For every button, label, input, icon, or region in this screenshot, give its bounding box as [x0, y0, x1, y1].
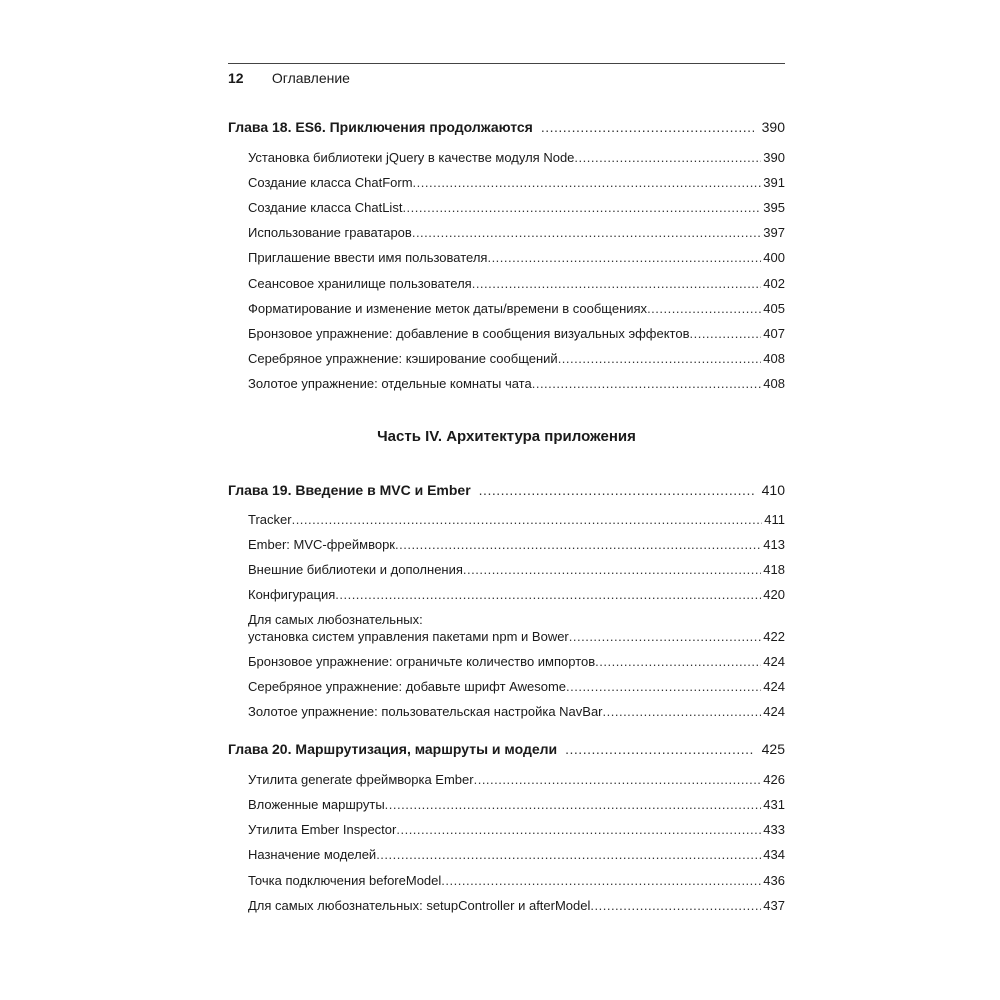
leader-dots [385, 796, 762, 813]
toc-entry[interactable] [248, 375, 785, 392]
entry-title: Золотое упражнение: отдельные комнаты чата [248, 376, 532, 391]
entry-page: 402 [763, 276, 785, 291]
leader-dots [376, 846, 761, 863]
toc-entry[interactable] [248, 586, 785, 603]
entry-title: Бронзовое упражнение: ограничьте количество импортов [248, 654, 596, 669]
entry-title: Ember: MVC-фреймворк [248, 537, 395, 552]
entry-page: 420 [763, 587, 785, 602]
chapter-page: 410 [761, 482, 785, 498]
entry-page: 408 [763, 351, 785, 366]
toc-entry[interactable] [248, 325, 785, 342]
entry-page: 390 [763, 150, 785, 165]
toc-entry[interactable] [248, 249, 785, 266]
toc-entry[interactable] [248, 561, 785, 578]
leader-dots [413, 174, 762, 191]
chapter-title: Глава 18. ES6. Приключения продолжаются [228, 119, 533, 135]
leader-dots [689, 325, 761, 342]
part-heading: Часть IV. Архитектура приложения [377, 428, 636, 445]
entry-page: 431 [763, 797, 785, 812]
toc-entry[interactable] [248, 771, 785, 788]
entry-title: Золотое упражнение: пользовательская настройка NavBar [248, 704, 603, 719]
leader-dots [574, 149, 761, 166]
page-header [228, 63, 785, 87]
entry-title: Серебряное упражнение: кэширование сообщений [248, 351, 558, 366]
leader-dots [441, 872, 761, 889]
entry-page: 418 [763, 562, 785, 577]
leader-dots [603, 703, 762, 720]
toc-entry[interactable] [248, 872, 785, 889]
leader-dots [566, 678, 761, 695]
toc-entry[interactable] [248, 628, 785, 645]
toc-entry[interactable] [248, 897, 785, 914]
toc-entry[interactable] [248, 350, 785, 367]
toc-entry[interactable] [248, 300, 785, 317]
toc-entry[interactable] [248, 224, 785, 241]
entry-page: 407 [763, 326, 785, 341]
toc-chapter-19[interactable] [228, 482, 785, 499]
chapter-title: Глава 20. Маршрутизация, маршруты и модели [228, 741, 558, 757]
entry-title: Tracker [248, 512, 292, 527]
leader-dots [402, 199, 761, 216]
leader-dots [590, 897, 761, 914]
toc-entry[interactable] [248, 199, 785, 216]
toc-entry[interactable] [248, 174, 785, 191]
chapter-page: 425 [761, 741, 785, 757]
entry-page: 395 [763, 200, 785, 215]
toc-chapter-20[interactable] [228, 741, 785, 758]
toc-entry[interactable] [248, 796, 785, 813]
toc-entry[interactable] [248, 703, 785, 720]
toc-entry[interactable] [248, 149, 785, 166]
leader-dots [396, 821, 761, 838]
entry-page: 426 [763, 772, 785, 787]
leader-dots [474, 771, 762, 788]
leader-dots [569, 628, 762, 645]
leader-dots [565, 741, 754, 758]
entry-page: 424 [763, 654, 785, 669]
entry-title: Внешние библиотеки и дополнения [248, 562, 463, 577]
leader-dots [647, 300, 761, 317]
leader-dots [463, 561, 761, 578]
entry-page: 413 [763, 537, 785, 552]
entry-page: 391 [763, 175, 785, 190]
toc-entry[interactable] [248, 678, 785, 695]
toc-entry[interactable] [248, 275, 785, 292]
entry-page: 411 [764, 512, 785, 527]
leader-dots [472, 275, 762, 292]
entry-page: 434 [763, 847, 785, 862]
entry-title: Серебряное упражнение: добавьте шрифт Awesome [248, 679, 566, 694]
toc-entry[interactable] [248, 653, 785, 670]
toc-entry[interactable] [248, 536, 785, 553]
entry-page: 408 [763, 376, 785, 391]
entry-title: Форматирование и изменение меток даты/времени в сообщениях [248, 301, 648, 316]
leader-dots [335, 586, 761, 603]
leader-dots [292, 511, 763, 528]
entry-title: Утилита Ember Inspector [248, 822, 397, 837]
entry-title: Утилита generate фреймворка Ember [248, 772, 474, 787]
toc-entry[interactable] [248, 511, 785, 528]
entry-page: 424 [763, 704, 785, 719]
entry-page: 397 [763, 225, 785, 240]
entry-page: 405 [763, 301, 785, 316]
leader-dots [532, 375, 762, 392]
entry-title: установка систем управления пакетами npm и Bower [248, 629, 569, 644]
entry-page: 437 [763, 898, 785, 913]
entry-page: 422 [763, 629, 785, 644]
chapter-title: Глава 19. Введение в MVC и Ember [228, 482, 471, 498]
entry-title: Использование граватаров [248, 225, 412, 240]
page-number: 12 [228, 70, 244, 86]
entry-title: Точка подключения beforeModel [248, 873, 442, 888]
leader-dots [412, 224, 761, 241]
entry-title: Вложенные маршруты [248, 797, 385, 812]
entry-title: Назначение моделей [248, 847, 377, 862]
toc-entry-first-line: Для самых любознательных: [248, 612, 423, 627]
entry-page: 424 [763, 679, 785, 694]
entry-page: 433 [763, 822, 785, 837]
running-title: Оглавление [271, 70, 350, 86]
entry-title: Бронзовое упражнение: добавление в сообщения визуальных эффектов [248, 326, 690, 341]
leader-dots [479, 482, 754, 499]
entry-title: Установка библиотеки jQuery в качестве модуля Node [248, 150, 575, 165]
entry-title: Для самых любознательных: setupController и afterModel [248, 898, 591, 913]
entry-page: 436 [763, 873, 785, 888]
entry-title: Создание класса ChatForm [248, 175, 413, 190]
leader-dots [595, 653, 761, 670]
toc-entry[interactable] [248, 846, 785, 863]
entry-page: 400 [763, 250, 785, 265]
entry-title: Создание класса ChatList [248, 200, 403, 215]
chapter-page: 390 [761, 119, 785, 135]
leader-dots [558, 350, 762, 367]
entry-title: Сеансовое хранилище пользователя [248, 276, 472, 291]
leader-dots [395, 536, 761, 553]
entry-title: Конфигурация [248, 587, 336, 602]
entry-title: Приглашение ввести имя пользователя [248, 250, 488, 265]
toc-chapter-18[interactable] [228, 119, 785, 136]
leader-dots [487, 249, 761, 266]
leader-dots [541, 119, 754, 136]
toc-entry[interactable] [248, 821, 785, 838]
